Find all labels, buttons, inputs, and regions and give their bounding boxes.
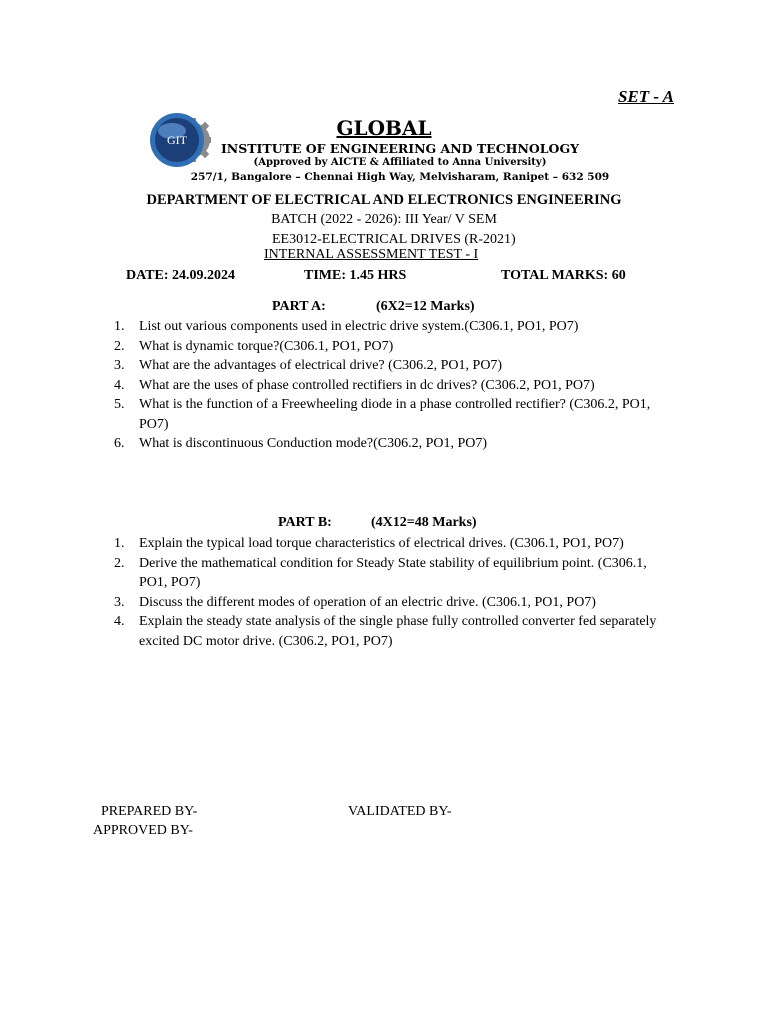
question-text: List out various components used in electric drive system.(C306.1, PO1, PO7) [139,319,579,334]
part-a-question-list [114,317,674,454]
question-number: 1. [114,536,125,551]
list-item [114,337,674,357]
question-number: 5. [114,397,125,412]
question-number: 3. [114,358,125,373]
prepared-by-label: PREPARED BY- [101,804,198,819]
part-b-title: PART B: [278,515,332,530]
part-b-question-list [114,534,674,651]
question-number: 4. [114,377,125,393]
exam-total-marks: TOTAL MARKS: 60 [501,268,626,283]
set-label: SET - A [617,87,674,106]
exam-date: DATE: 24.09.2024 [126,268,236,283]
part-b-marks: (4X12=48 Marks) [371,515,477,530]
question-number: 2. [114,555,125,571]
approved-by-label: APPROVED BY- [93,823,193,838]
question-number: 6. [114,436,125,451]
question-text: What are the advantages of electrical drive? (C306.2, PO1, PO7) [139,358,503,373]
question-number: 1. [114,319,125,334]
logo-text: GIT [167,133,187,147]
list-item [114,317,674,337]
question-text: Discuss the different modes of operation of an electric drive. (C306.1, PO1, PO7) [139,594,596,610]
question-text: What is dynamic torque?(C306.1, PO1, PO7) [139,338,394,354]
list-item [114,612,674,651]
list-item [114,554,674,593]
question-number: 2. [114,338,125,354]
batch-info: BATCH (2022 - 2026): III Year/ V SEM [271,212,497,227]
part-a-title: PART A: [272,299,326,314]
list-item [114,395,674,434]
validated-by-label: VALIDATED BY- [348,804,452,819]
institution-subtitle: INSTITUTE OF ENGINEERING AND TECHNOLOGY [220,141,580,156]
question-text: Explain the steady state analysis of the single phase fully controlled converter fed separately excited DC motor drive. (C306.2, PO1, PO7) [139,614,657,649]
institution-approval: (Approved by AICTE & Affiliated to Anna University) [253,157,547,168]
course-title: EE3012-ELECTRICAL DRIVES (R-2021) [272,232,516,247]
institution-address: 257/1, Bangalore – Chennai High Way, Melvisharam, Ranipet – 632 509 [190,171,610,183]
test-title: INTERNAL ASSESSMENT TEST - I [264,247,479,262]
part-a-marks: (6X2=12 Marks) [376,299,475,314]
department-title: DEPARTMENT OF ELECTRICAL AND ELECTRONICS ENGINEERING [146,192,622,208]
question-text: Derive the mathematical condition for Steady State stability of equilibrium point. (C306.1, PO1, PO7) [139,555,647,590]
question-text: What is the function of a Freewheeling diode in a phase controlled rectifier? (C306.2, PO1, PO7) [139,397,651,432]
list-item [114,434,674,454]
institution-name: GLOBAL [336,116,432,140]
exam-time: TIME: 1.45 HRS [304,268,407,283]
list-item [114,356,674,376]
question-text: What are the uses of phase controlled rectifiers in dc drives? (C306.2, PO1, PO7) [139,377,595,393]
list-item [114,593,674,613]
question-text: Explain the typical load torque characteristics of electrical drives. (C306.1, PO1, PO7) [139,536,624,551]
list-item [114,376,674,396]
question-text: What is discontinuous Conduction mode?(C306.2, PO1, PO7) [139,436,488,451]
question-number: 3. [114,594,125,610]
list-item [114,534,674,554]
question-number: 4. [114,614,125,629]
